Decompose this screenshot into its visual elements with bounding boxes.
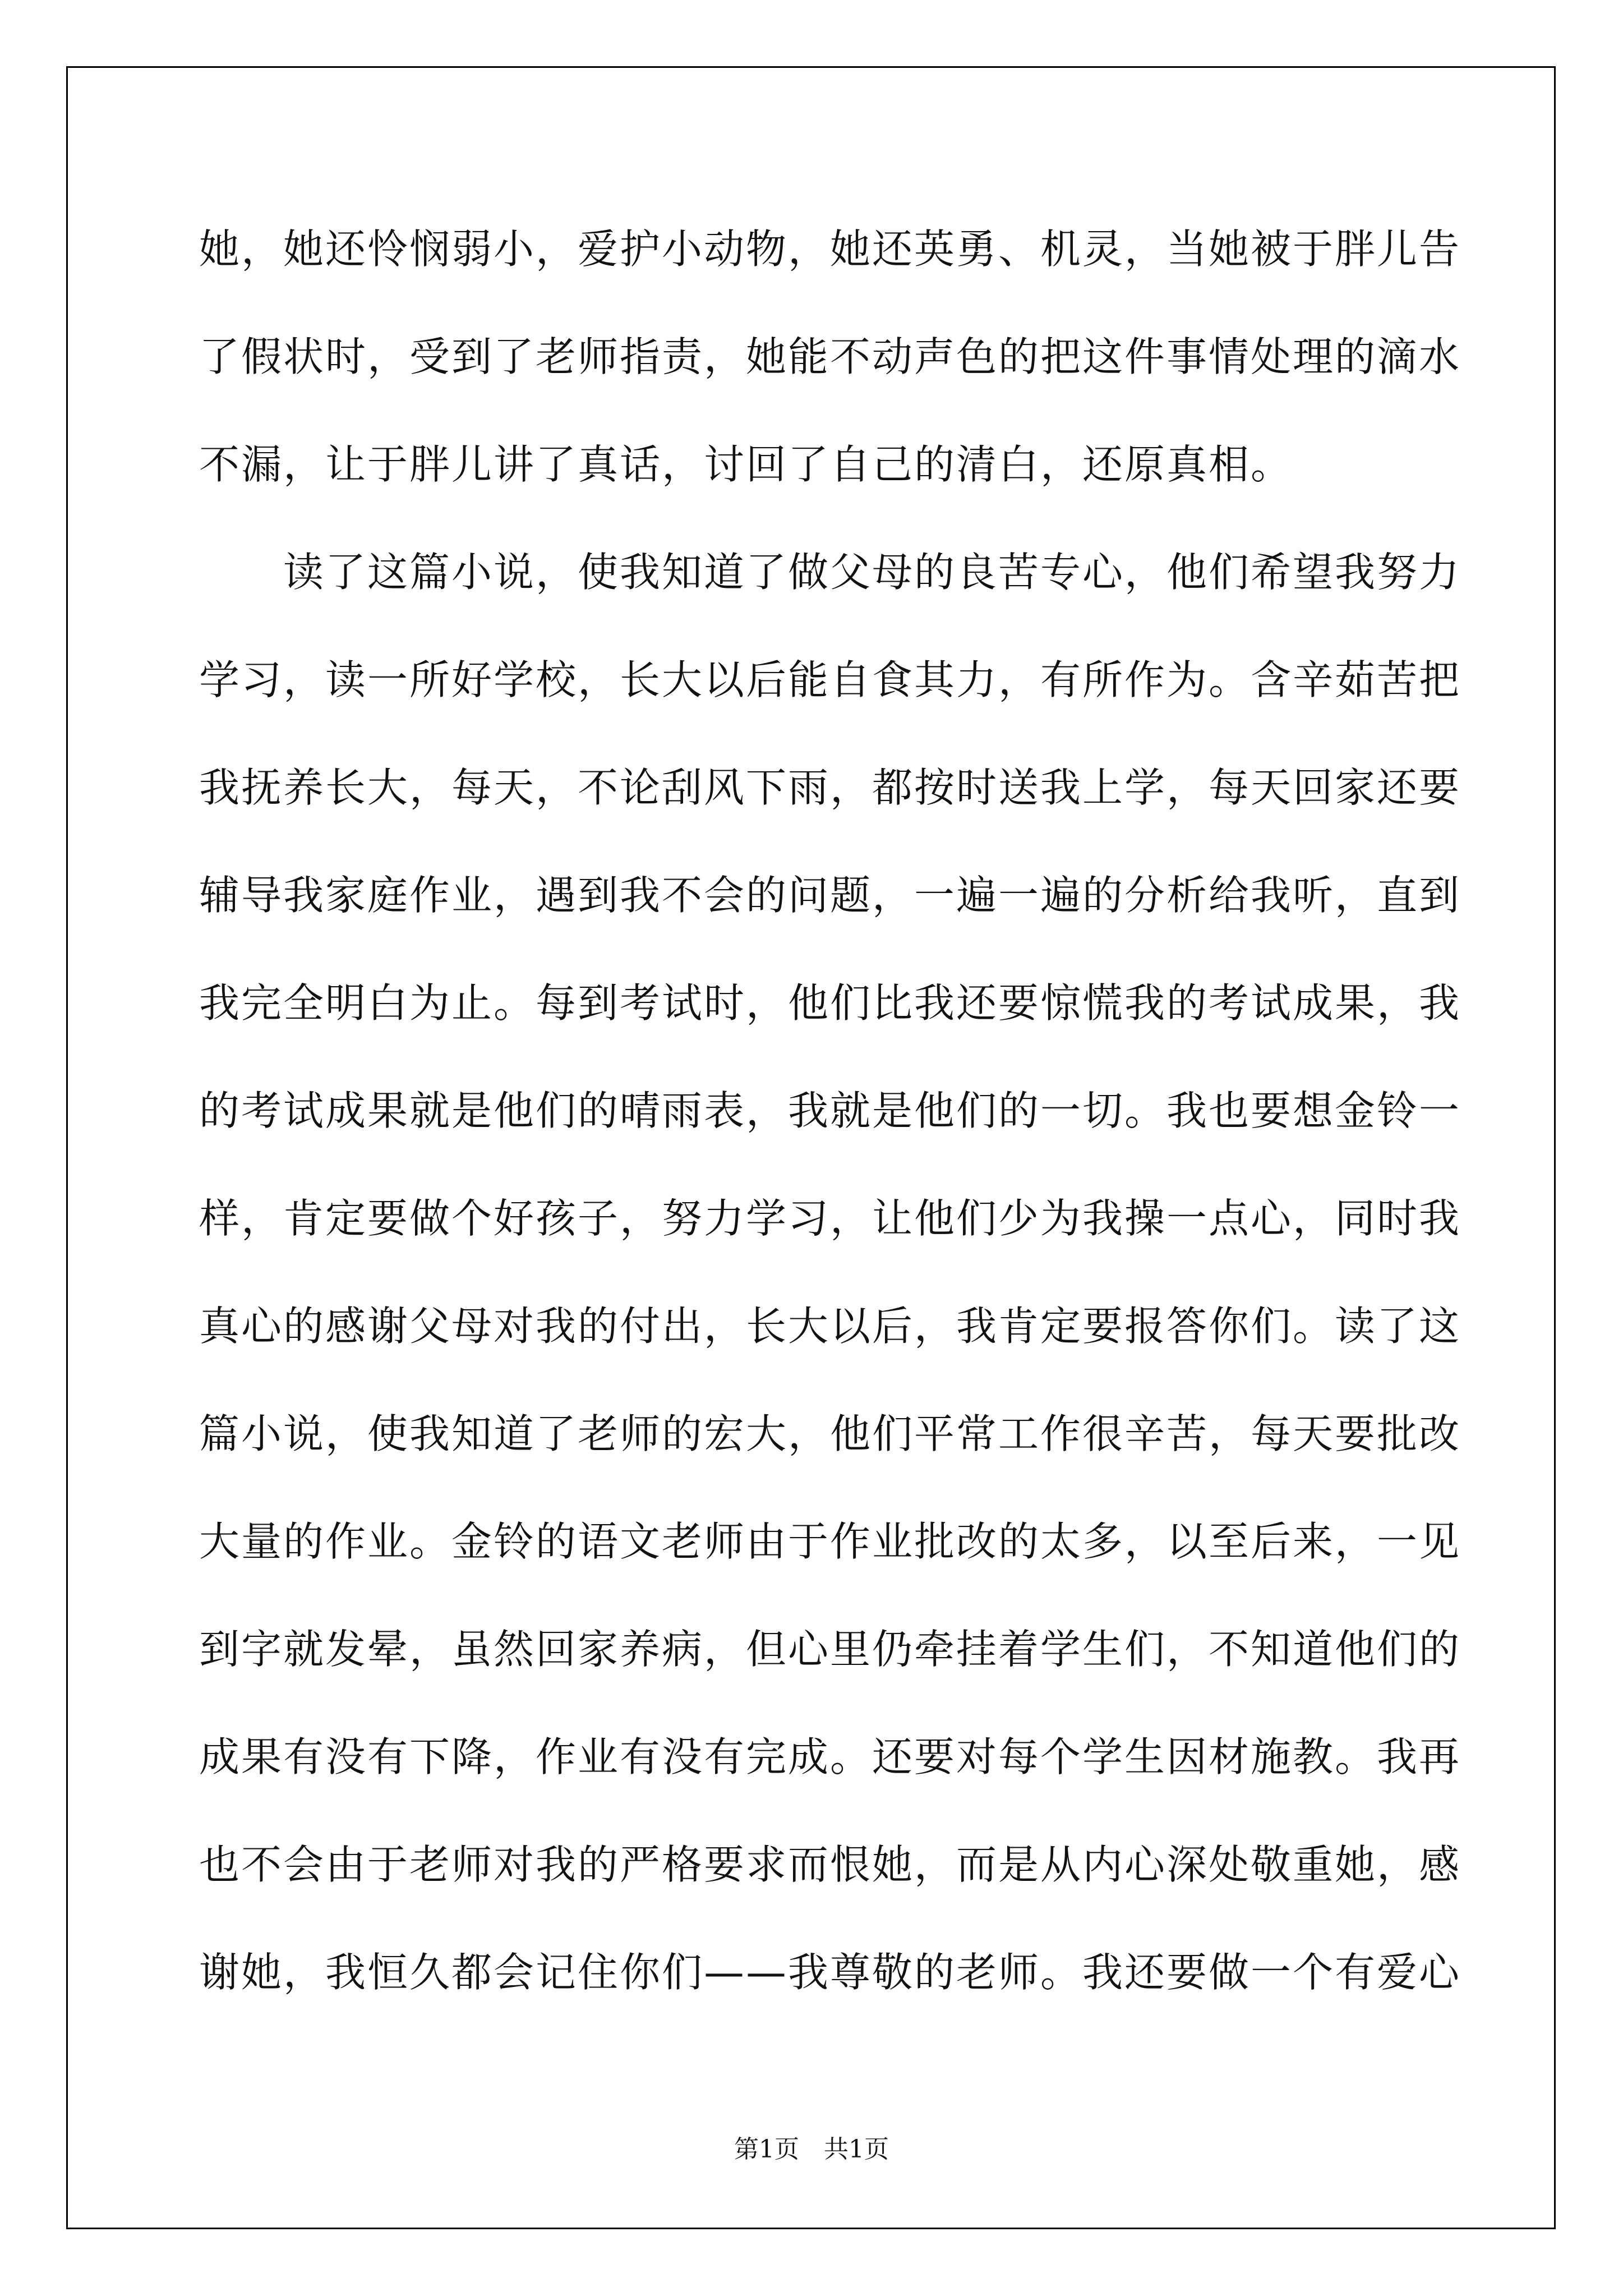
- text-line: 读了这篇小说，使我知道了做父母的良苦专心，他们希望我努力: [199, 549, 1461, 596]
- text-line: 她，她还怜悯弱小，爱护小动物，她还英勇、机灵，当她被于胖儿告: [199, 226, 1461, 273]
- text-line: 成果有没有下降，作业有没有完成。还要对每个学生因材施教。我再: [199, 1733, 1461, 1780]
- text-line: 真心的感谢父母对我的付出，长大以后，我肯定要报答你们。读了这: [199, 1303, 1461, 1350]
- text-line: 样，肯定要做个好孩子，努力学习，让他们少为我操一点心，同时我: [199, 1195, 1461, 1242]
- page-number-footer: 第1页 共1页: [734, 2135, 889, 2164]
- text-line: 的考试成果就是他们的晴雨表，我就是他们的一切。我也要想金铃一: [199, 1087, 1461, 1134]
- text-line: 谢她，我恒久都会记住你们——我尊敬的老师。我还要做一个有爱心: [199, 1949, 1461, 1996]
- text-line: 了假状时，受到了老师指责，她能不动声色的把这件事情处理的滴水: [199, 333, 1461, 380]
- text-line: 我抚养长大，每天，不论刮风下雨，都按时送我上学，每天回家还要: [199, 764, 1461, 811]
- text-line: 到字就发晕，虽然回家养病，但心里仍牵挂着学生们，不知道他们的: [199, 1626, 1461, 1673]
- text-line: 大量的作业。金铃的语文老师由于作业批改的太多，以至后来，一见: [199, 1518, 1461, 1565]
- text-line: 我完全明白为止。每到考试时，他们比我还要惊慌我的考试成果，我: [199, 979, 1461, 1027]
- text-line: 不漏，让于胖儿讲了真话，讨回了自己的清白，还原真相。: [199, 441, 1293, 488]
- document-body: [199, 210, 1461, 2041]
- text-line: 学习，读一所好学校，长大以后能自食其力，有所作为。含辛茹苦把: [199, 656, 1461, 703]
- text-line: 辅导我家庭作业，遇到我不会的问题，一遍一遍的分析给我听，直到: [199, 872, 1461, 919]
- text-line: 篇小说，使我知道了老师的宏大，他们平常工作很辛苦，每天要批改: [199, 1410, 1461, 1457]
- text-line: 也不会由于老师对我的严格要求而恨她，而是从内心深处敬重她，感: [199, 1841, 1461, 1888]
